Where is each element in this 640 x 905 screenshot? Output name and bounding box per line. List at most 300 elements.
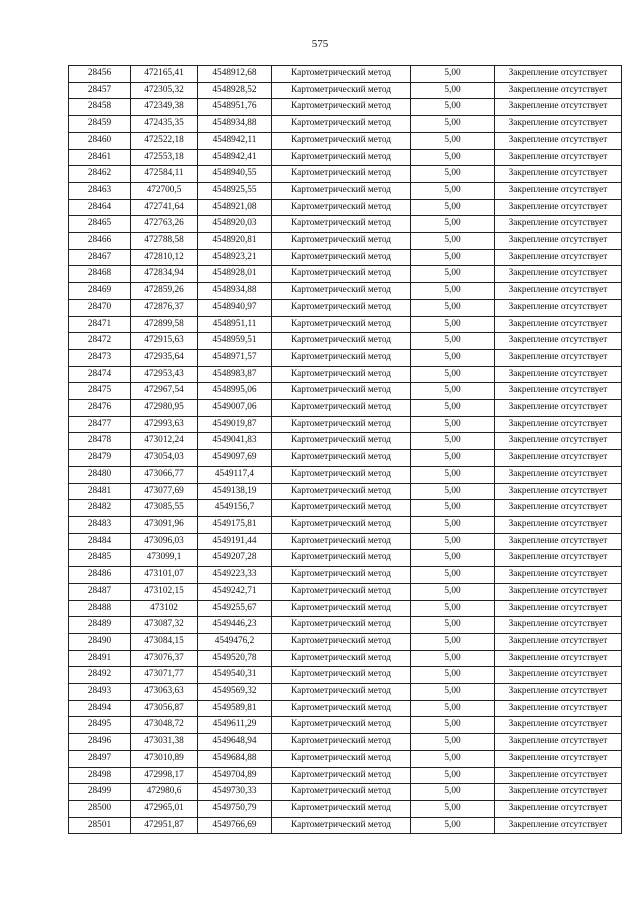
- fixation-cell: Закрепление отсутствует: [495, 233, 622, 250]
- point-number-cell: 28489: [69, 617, 131, 634]
- fixation-cell: Закрепление отсутствует: [495, 316, 622, 333]
- point-number-cell: 28488: [69, 600, 131, 617]
- y-coordinate-cell: 4549041,83: [198, 433, 272, 450]
- method-cell: Картометрический метод: [272, 199, 411, 216]
- point-number-cell: 28481: [69, 483, 131, 500]
- y-coordinate-cell: 4549684,88: [198, 750, 272, 767]
- x-coordinate-cell: 472993,63: [131, 416, 198, 433]
- x-coordinate-cell: 473076,37: [131, 650, 198, 667]
- fixation-cell: Закрепление отсутствует: [495, 400, 622, 417]
- y-coordinate-cell: 4548923,21: [198, 249, 272, 266]
- table-row: [69, 233, 622, 250]
- fixation-cell: Закрепление отсутствует: [495, 466, 622, 483]
- accuracy-cell: 5,00: [411, 416, 495, 433]
- point-number-cell: 28494: [69, 700, 131, 717]
- table-row: [69, 817, 622, 834]
- accuracy-cell: 5,00: [411, 750, 495, 767]
- fixation-cell: Закрепление отсутствует: [495, 633, 622, 650]
- coordinates-table: [68, 65, 622, 834]
- point-number-cell: 28474: [69, 366, 131, 383]
- accuracy-cell: 5,00: [411, 583, 495, 600]
- x-coordinate-cell: 472980,6: [131, 784, 198, 801]
- point-number-cell: 28483: [69, 516, 131, 533]
- fixation-cell: Закрепление отсутствует: [495, 166, 622, 183]
- method-cell: Картометрический метод: [272, 266, 411, 283]
- x-coordinate-cell: 472788,58: [131, 233, 198, 250]
- fixation-cell: Закрепление отсутствует: [495, 149, 622, 166]
- point-number-cell: 28493: [69, 684, 131, 701]
- accuracy-cell: 5,00: [411, 233, 495, 250]
- x-coordinate-cell: 473066,77: [131, 466, 198, 483]
- accuracy-cell: 5,00: [411, 333, 495, 350]
- table-row: [69, 266, 622, 283]
- y-coordinate-cell: 4549569,32: [198, 684, 272, 701]
- table-row: [69, 567, 622, 584]
- method-cell: Картометрический метод: [272, 684, 411, 701]
- fixation-cell: Закрепление отсутствует: [495, 366, 622, 383]
- method-cell: Картометрический метод: [272, 82, 411, 99]
- x-coordinate-cell: 472553,18: [131, 149, 198, 166]
- method-cell: Картометрический метод: [272, 66, 411, 83]
- table-row: [69, 700, 622, 717]
- table-row: [69, 800, 622, 817]
- y-coordinate-cell: 4549648,94: [198, 734, 272, 751]
- table-row: [69, 450, 622, 467]
- y-coordinate-cell: 4549255,67: [198, 600, 272, 617]
- method-cell: Картометрический метод: [272, 817, 411, 834]
- x-coordinate-cell: 473048,72: [131, 717, 198, 734]
- accuracy-cell: 5,00: [411, 316, 495, 333]
- x-coordinate-cell: 472899,58: [131, 316, 198, 333]
- method-cell: Картометрический метод: [272, 400, 411, 417]
- x-coordinate-cell: 473071,77: [131, 667, 198, 684]
- y-coordinate-cell: 4548920,81: [198, 233, 272, 250]
- table-row: [69, 199, 622, 216]
- table-row: [69, 433, 622, 450]
- method-cell: Картометрический метод: [272, 149, 411, 166]
- table-row: [69, 400, 622, 417]
- fixation-cell: Закрепление отсутствует: [495, 650, 622, 667]
- method-cell: Картометрический метод: [272, 182, 411, 199]
- y-coordinate-cell: 4548942,41: [198, 149, 272, 166]
- fixation-cell: Закрепление отсутствует: [495, 516, 622, 533]
- method-cell: Картометрический метод: [272, 466, 411, 483]
- point-number-cell: 28475: [69, 383, 131, 400]
- accuracy-cell: 5,00: [411, 684, 495, 701]
- point-number-cell: 28472: [69, 333, 131, 350]
- y-coordinate-cell: 4549611,29: [198, 717, 272, 734]
- table-row: [69, 66, 622, 83]
- accuracy-cell: 5,00: [411, 717, 495, 734]
- x-coordinate-cell: 472915,63: [131, 333, 198, 350]
- fixation-cell: Закрепление отсутствует: [495, 433, 622, 450]
- table-row: [69, 316, 622, 333]
- accuracy-cell: 5,00: [411, 116, 495, 133]
- point-number-cell: 28497: [69, 750, 131, 767]
- table-row: [69, 99, 622, 116]
- y-coordinate-cell: 4549476,2: [198, 633, 272, 650]
- method-cell: Картометрический метод: [272, 717, 411, 734]
- y-coordinate-cell: 4549520,78: [198, 650, 272, 667]
- fixation-cell: Закрепление отсутствует: [495, 800, 622, 817]
- fixation-cell: Закрепление отсутствует: [495, 750, 622, 767]
- method-cell: Картометрический метод: [272, 700, 411, 717]
- fixation-cell: Закрепление отсутствует: [495, 299, 622, 316]
- method-cell: Картометрический метод: [272, 617, 411, 634]
- accuracy-cell: 5,00: [411, 199, 495, 216]
- fixation-cell: Закрепление отсутствует: [495, 283, 622, 300]
- y-coordinate-cell: 4549730,33: [198, 784, 272, 801]
- fixation-cell: Закрепление отсутствует: [495, 533, 622, 550]
- table-row: [69, 149, 622, 166]
- table-row: [69, 533, 622, 550]
- x-coordinate-cell: 473063,63: [131, 684, 198, 701]
- method-cell: Картометрический метод: [272, 583, 411, 600]
- table-row: [69, 333, 622, 350]
- x-coordinate-cell: 472834,94: [131, 266, 198, 283]
- point-number-cell: 28487: [69, 583, 131, 600]
- accuracy-cell: 5,00: [411, 216, 495, 233]
- y-coordinate-cell: 4549540,31: [198, 667, 272, 684]
- table-row: [69, 717, 622, 734]
- x-coordinate-cell: 473031,38: [131, 734, 198, 751]
- fixation-cell: Закрепление отсутствует: [495, 500, 622, 517]
- y-coordinate-cell: 4548983,87: [198, 366, 272, 383]
- method-cell: Картометрический метод: [272, 116, 411, 133]
- method-cell: Картометрический метод: [272, 633, 411, 650]
- table-row: [69, 283, 622, 300]
- accuracy-cell: 5,00: [411, 349, 495, 366]
- fixation-cell: Закрепление отсутствует: [495, 700, 622, 717]
- accuracy-cell: 5,00: [411, 249, 495, 266]
- table-row: [69, 767, 622, 784]
- x-coordinate-cell: 472935,64: [131, 349, 198, 366]
- x-coordinate-cell: 473084,15: [131, 633, 198, 650]
- table-row: [69, 466, 622, 483]
- accuracy-cell: 5,00: [411, 516, 495, 533]
- point-number-cell: 28470: [69, 299, 131, 316]
- accuracy-cell: 5,00: [411, 366, 495, 383]
- y-coordinate-cell: 4549097,69: [198, 450, 272, 467]
- accuracy-cell: 5,00: [411, 483, 495, 500]
- x-coordinate-cell: 472349,38: [131, 99, 198, 116]
- fixation-cell: Закрепление отсутствует: [495, 82, 622, 99]
- point-number-cell: 28501: [69, 817, 131, 834]
- method-cell: Картометрический метод: [272, 283, 411, 300]
- table-row: [69, 617, 622, 634]
- x-coordinate-cell: 473012,24: [131, 433, 198, 450]
- fixation-cell: Закрепление отсутствует: [495, 684, 622, 701]
- point-number-cell: 28491: [69, 650, 131, 667]
- accuracy-cell: 5,00: [411, 667, 495, 684]
- fixation-cell: Закрепление отсутствует: [495, 99, 622, 116]
- table-row: [69, 349, 622, 366]
- y-coordinate-cell: 4549446,23: [198, 617, 272, 634]
- fixation-cell: Закрепление отсутствует: [495, 600, 622, 617]
- method-cell: Картометрический метод: [272, 333, 411, 350]
- x-coordinate-cell: 472810,12: [131, 249, 198, 266]
- accuracy-cell: 5,00: [411, 299, 495, 316]
- accuracy-cell: 5,00: [411, 182, 495, 199]
- point-number-cell: 28486: [69, 567, 131, 584]
- table-row: [69, 299, 622, 316]
- x-coordinate-cell: 472700,5: [131, 182, 198, 199]
- fixation-cell: Закрепление отсутствует: [495, 717, 622, 734]
- accuracy-cell: 5,00: [411, 166, 495, 183]
- table-row: [69, 416, 622, 433]
- x-coordinate-cell: 473102,15: [131, 583, 198, 600]
- fixation-cell: Закрепление отсутствует: [495, 132, 622, 149]
- method-cell: Картометрический метод: [272, 233, 411, 250]
- accuracy-cell: 5,00: [411, 650, 495, 667]
- accuracy-cell: 5,00: [411, 617, 495, 634]
- point-number-cell: 28459: [69, 116, 131, 133]
- fixation-cell: Закрепление отсутствует: [495, 349, 622, 366]
- point-number-cell: 28469: [69, 283, 131, 300]
- x-coordinate-cell: 472965,01: [131, 800, 198, 817]
- method-cell: Картометрический метод: [272, 316, 411, 333]
- point-number-cell: 28466: [69, 233, 131, 250]
- accuracy-cell: 5,00: [411, 550, 495, 567]
- table-row: [69, 516, 622, 533]
- point-number-cell: 28457: [69, 82, 131, 99]
- accuracy-cell: 5,00: [411, 99, 495, 116]
- fixation-cell: Закрепление отсутствует: [495, 784, 622, 801]
- table-row: [69, 166, 622, 183]
- table-row: [69, 650, 622, 667]
- y-coordinate-cell: 4549138,19: [198, 483, 272, 500]
- method-cell: Картометрический метод: [272, 550, 411, 567]
- method-cell: Картометрический метод: [272, 366, 411, 383]
- accuracy-cell: 5,00: [411, 600, 495, 617]
- table-row: [69, 784, 622, 801]
- y-coordinate-cell: 4549223,33: [198, 567, 272, 584]
- x-coordinate-cell: 472951,87: [131, 817, 198, 834]
- y-coordinate-cell: 4549007,06: [198, 400, 272, 417]
- x-coordinate-cell: 472980,95: [131, 400, 198, 417]
- accuracy-cell: 5,00: [411, 817, 495, 834]
- fixation-cell: Закрепление отсутствует: [495, 817, 622, 834]
- x-coordinate-cell: 473096,03: [131, 533, 198, 550]
- accuracy-cell: 5,00: [411, 784, 495, 801]
- fixation-cell: Закрепление отсутствует: [495, 734, 622, 751]
- point-number-cell: 28496: [69, 734, 131, 751]
- fixation-cell: Закрепление отсутствует: [495, 383, 622, 400]
- x-coordinate-cell: 473101,07: [131, 567, 198, 584]
- fixation-cell: Закрепление отсутствует: [495, 216, 622, 233]
- table-row: [69, 734, 622, 751]
- x-coordinate-cell: 472741,64: [131, 199, 198, 216]
- method-cell: Картометрический метод: [272, 516, 411, 533]
- accuracy-cell: 5,00: [411, 132, 495, 149]
- accuracy-cell: 5,00: [411, 82, 495, 99]
- method-cell: Картометрический метод: [272, 767, 411, 784]
- fixation-cell: Закрепление отсутствует: [495, 450, 622, 467]
- y-coordinate-cell: 4548934,88: [198, 116, 272, 133]
- method-cell: Картометрический метод: [272, 299, 411, 316]
- method-cell: Картометрический метод: [272, 349, 411, 366]
- point-number-cell: 28467: [69, 249, 131, 266]
- x-coordinate-cell: 472998,17: [131, 767, 198, 784]
- method-cell: Картометрический метод: [272, 383, 411, 400]
- x-coordinate-cell: 472522,18: [131, 132, 198, 149]
- point-number-cell: 28484: [69, 533, 131, 550]
- y-coordinate-cell: 4548921,08: [198, 199, 272, 216]
- y-coordinate-cell: 4549191,44: [198, 533, 272, 550]
- accuracy-cell: 5,00: [411, 450, 495, 467]
- point-number-cell: 28477: [69, 416, 131, 433]
- table-row: [69, 483, 622, 500]
- accuracy-cell: 5,00: [411, 149, 495, 166]
- y-coordinate-cell: 4549704,89: [198, 767, 272, 784]
- y-coordinate-cell: 4548920,03: [198, 216, 272, 233]
- method-cell: Картометрический метод: [272, 567, 411, 584]
- method-cell: Картометрический метод: [272, 99, 411, 116]
- method-cell: Картометрический метод: [272, 450, 411, 467]
- table-row: [69, 600, 622, 617]
- y-coordinate-cell: 4548971,57: [198, 349, 272, 366]
- x-coordinate-cell: 472967,54: [131, 383, 198, 400]
- y-coordinate-cell: 4549019,87: [198, 416, 272, 433]
- y-coordinate-cell: 4548912,68: [198, 66, 272, 83]
- y-coordinate-cell: 4548928,01: [198, 266, 272, 283]
- point-number-cell: 28463: [69, 182, 131, 199]
- fixation-cell: Закрепление отсутствует: [495, 266, 622, 283]
- accuracy-cell: 5,00: [411, 466, 495, 483]
- table-body: [69, 66, 622, 834]
- y-coordinate-cell: 4549750,79: [198, 800, 272, 817]
- x-coordinate-cell: 473087,32: [131, 617, 198, 634]
- point-number-cell: 28476: [69, 400, 131, 417]
- fixation-cell: Закрепление отсутствует: [495, 249, 622, 266]
- fixation-cell: Закрепление отсутствует: [495, 199, 622, 216]
- point-number-cell: 28468: [69, 266, 131, 283]
- accuracy-cell: 5,00: [411, 567, 495, 584]
- x-coordinate-cell: 472165,41: [131, 66, 198, 83]
- accuracy-cell: 5,00: [411, 533, 495, 550]
- accuracy-cell: 5,00: [411, 266, 495, 283]
- x-coordinate-cell: 472584,11: [131, 166, 198, 183]
- table-row: [69, 82, 622, 99]
- accuracy-cell: 5,00: [411, 383, 495, 400]
- table-row: [69, 249, 622, 266]
- method-cell: Картометрический метод: [272, 500, 411, 517]
- point-number-cell: 28461: [69, 149, 131, 166]
- x-coordinate-cell: 473010,89: [131, 750, 198, 767]
- accuracy-cell: 5,00: [411, 800, 495, 817]
- y-coordinate-cell: 4548951,76: [198, 99, 272, 116]
- accuracy-cell: 5,00: [411, 283, 495, 300]
- point-number-cell: 28480: [69, 466, 131, 483]
- y-coordinate-cell: 4548940,55: [198, 166, 272, 183]
- table-row: [69, 132, 622, 149]
- accuracy-cell: 5,00: [411, 734, 495, 751]
- x-coordinate-cell: 473077,69: [131, 483, 198, 500]
- fixation-cell: Закрепление отсутствует: [495, 333, 622, 350]
- point-number-cell: 28500: [69, 800, 131, 817]
- y-coordinate-cell: 4548940,97: [198, 299, 272, 316]
- x-coordinate-cell: 473054,03: [131, 450, 198, 467]
- point-number-cell: 28458: [69, 99, 131, 116]
- fixation-cell: Закрепление отсутствует: [495, 116, 622, 133]
- fixation-cell: Закрепление отсутствует: [495, 567, 622, 584]
- x-coordinate-cell: 473091,96: [131, 516, 198, 533]
- method-cell: Картометрический метод: [272, 533, 411, 550]
- point-number-cell: 28456: [69, 66, 131, 83]
- point-number-cell: 28471: [69, 316, 131, 333]
- point-number-cell: 28490: [69, 633, 131, 650]
- fixation-cell: Закрепление отсутствует: [495, 182, 622, 199]
- table-row: [69, 182, 622, 199]
- table-row: [69, 216, 622, 233]
- table-row: [69, 583, 622, 600]
- y-coordinate-cell: 4549207,28: [198, 550, 272, 567]
- accuracy-cell: 5,00: [411, 433, 495, 450]
- method-cell: Картометрический метод: [272, 667, 411, 684]
- table-row: [69, 366, 622, 383]
- x-coordinate-cell: 472305,32: [131, 82, 198, 99]
- method-cell: Картометрический метод: [272, 734, 411, 751]
- table-row: [69, 116, 622, 133]
- point-number-cell: 28473: [69, 349, 131, 366]
- y-coordinate-cell: 4549175,81: [198, 516, 272, 533]
- accuracy-cell: 5,00: [411, 767, 495, 784]
- method-cell: Картометрический метод: [272, 433, 411, 450]
- x-coordinate-cell: 472876,37: [131, 299, 198, 316]
- table-row: [69, 550, 622, 567]
- y-coordinate-cell: 4549117,4: [198, 466, 272, 483]
- fixation-cell: Закрепление отсутствует: [495, 550, 622, 567]
- method-cell: Картометрический метод: [272, 249, 411, 266]
- x-coordinate-cell: 473056,87: [131, 700, 198, 717]
- fixation-cell: Закрепление отсутствует: [495, 66, 622, 83]
- table-row: [69, 667, 622, 684]
- method-cell: Картометрический метод: [272, 800, 411, 817]
- y-coordinate-cell: 4548951,11: [198, 316, 272, 333]
- accuracy-cell: 5,00: [411, 700, 495, 717]
- point-number-cell: 28482: [69, 500, 131, 517]
- y-coordinate-cell: 4549589,81: [198, 700, 272, 717]
- method-cell: Картометрический метод: [272, 600, 411, 617]
- point-number-cell: 28478: [69, 433, 131, 450]
- table-row: [69, 633, 622, 650]
- y-coordinate-cell: 4548995,06: [198, 383, 272, 400]
- point-number-cell: 28498: [69, 767, 131, 784]
- y-coordinate-cell: 4548928,52: [198, 82, 272, 99]
- point-number-cell: 28460: [69, 132, 131, 149]
- table-row: [69, 750, 622, 767]
- method-cell: Картометрический метод: [272, 166, 411, 183]
- page-number: 575: [311, 38, 329, 50]
- y-coordinate-cell: 4549242,71: [198, 583, 272, 600]
- method-cell: Картометрический метод: [272, 483, 411, 500]
- table-row: [69, 500, 622, 517]
- method-cell: Картометрический метод: [272, 750, 411, 767]
- method-cell: Картометрический метод: [272, 784, 411, 801]
- accuracy-cell: 5,00: [411, 66, 495, 83]
- point-number-cell: 28485: [69, 550, 131, 567]
- x-coordinate-cell: 473102: [131, 600, 198, 617]
- y-coordinate-cell: 4548959,51: [198, 333, 272, 350]
- y-coordinate-cell: 4549766,69: [198, 817, 272, 834]
- table-row: [69, 383, 622, 400]
- point-number-cell: 28499: [69, 784, 131, 801]
- x-coordinate-cell: 472859,26: [131, 283, 198, 300]
- fixation-cell: Закрепление отсутствует: [495, 617, 622, 634]
- y-coordinate-cell: 4548934,88: [198, 283, 272, 300]
- y-coordinate-cell: 4549156,7: [198, 500, 272, 517]
- x-coordinate-cell: 473099,1: [131, 550, 198, 567]
